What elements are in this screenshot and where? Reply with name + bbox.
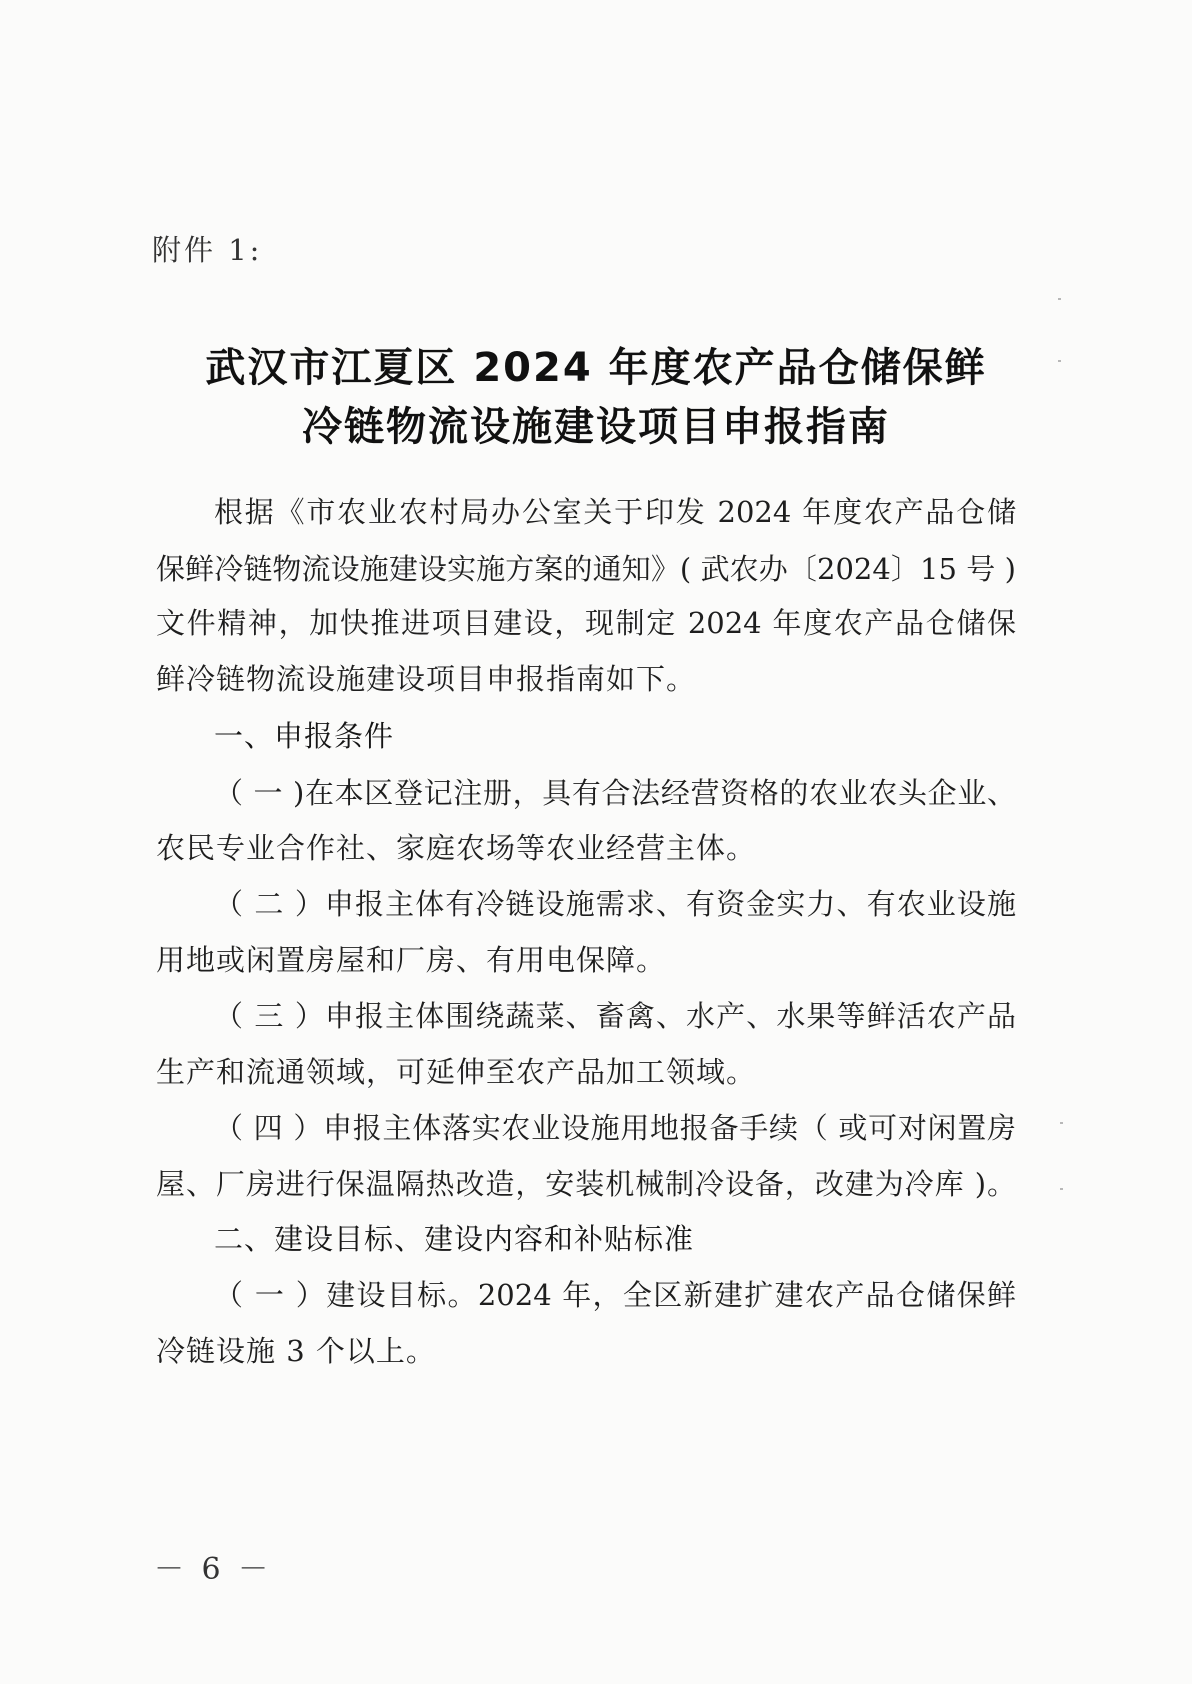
- section-1-item-3-line-1: （ 三 ）申报主体围绕蔬菜、畜禽、水产、水果等鲜活农产品: [214, 999, 1016, 1033]
- section-2-item-1-line-1: （ 一 ）建设目标。2024 年，全区新建扩建农产品仓储保鲜: [214, 1278, 1016, 1312]
- section-1-item-4-line-1: （ 四 ）申报主体落实农业设施用地报备手续（ 或可对闲置房: [214, 1111, 1016, 1145]
- section-2-item-1-line-2: 冷链设施 3 个以上。: [156, 1334, 436, 1368]
- intro-line-1: 根据《市农业农村局办公室关于印发 2024 年度农产品仓储: [214, 495, 1016, 529]
- section-2-heading: 二、建设目标、建设内容和补贴标准: [214, 1222, 695, 1256]
- section-1-item-1-line-2: 农民专业合作社、家庭农场等农业经营主体。: [156, 831, 757, 865]
- document-title-line-1: 武汉市江夏区 2024 年度农产品仓储保鲜: [205, 345, 987, 391]
- scan-speck: [1058, 360, 1061, 362]
- section-1-item-1-line-1: （ 一 )在本区登记注册，具有合法经营资格的农业农头企业、: [214, 776, 1016, 810]
- scan-speck: [1060, 1122, 1063, 1124]
- attachment-label: 附件 1:: [152, 233, 263, 267]
- intro-line-2: 保鲜冷链物流设施建设实施方案的通知》( 武农办〔2024〕15 号 ): [156, 552, 1016, 586]
- intro-line-4: 鲜冷链物流设施建设项目申报指南如下。: [156, 662, 697, 696]
- document-title-line-2: 冷链物流设施建设项目申报指南: [302, 404, 890, 450]
- section-1-item-2-line-2: 用地或闲置房屋和厂房、有用电保障。: [156, 943, 667, 977]
- intro-line-3: 文件精神，加快推进项目建设，现制定 2024 年度农产品仓储保: [156, 606, 1016, 640]
- scan-speck: [1060, 1188, 1063, 1190]
- scan-speck: [1058, 298, 1061, 300]
- section-1-item-4-line-2: 屋、厂房进行保温隔热改造，安装机械制冷设备，改建为冷库 )。: [156, 1167, 1016, 1201]
- section-1-heading: 一、申报条件: [214, 719, 395, 753]
- section-1-item-2-line-1: （ 二 ）申报主体有冷链设施需求、有资金实力、有农业设施: [214, 887, 1016, 921]
- page-number: － 6 －: [154, 1552, 273, 1587]
- section-1-item-3-line-2: 生产和流通领域，可延伸至农产品加工领域。: [156, 1055, 757, 1089]
